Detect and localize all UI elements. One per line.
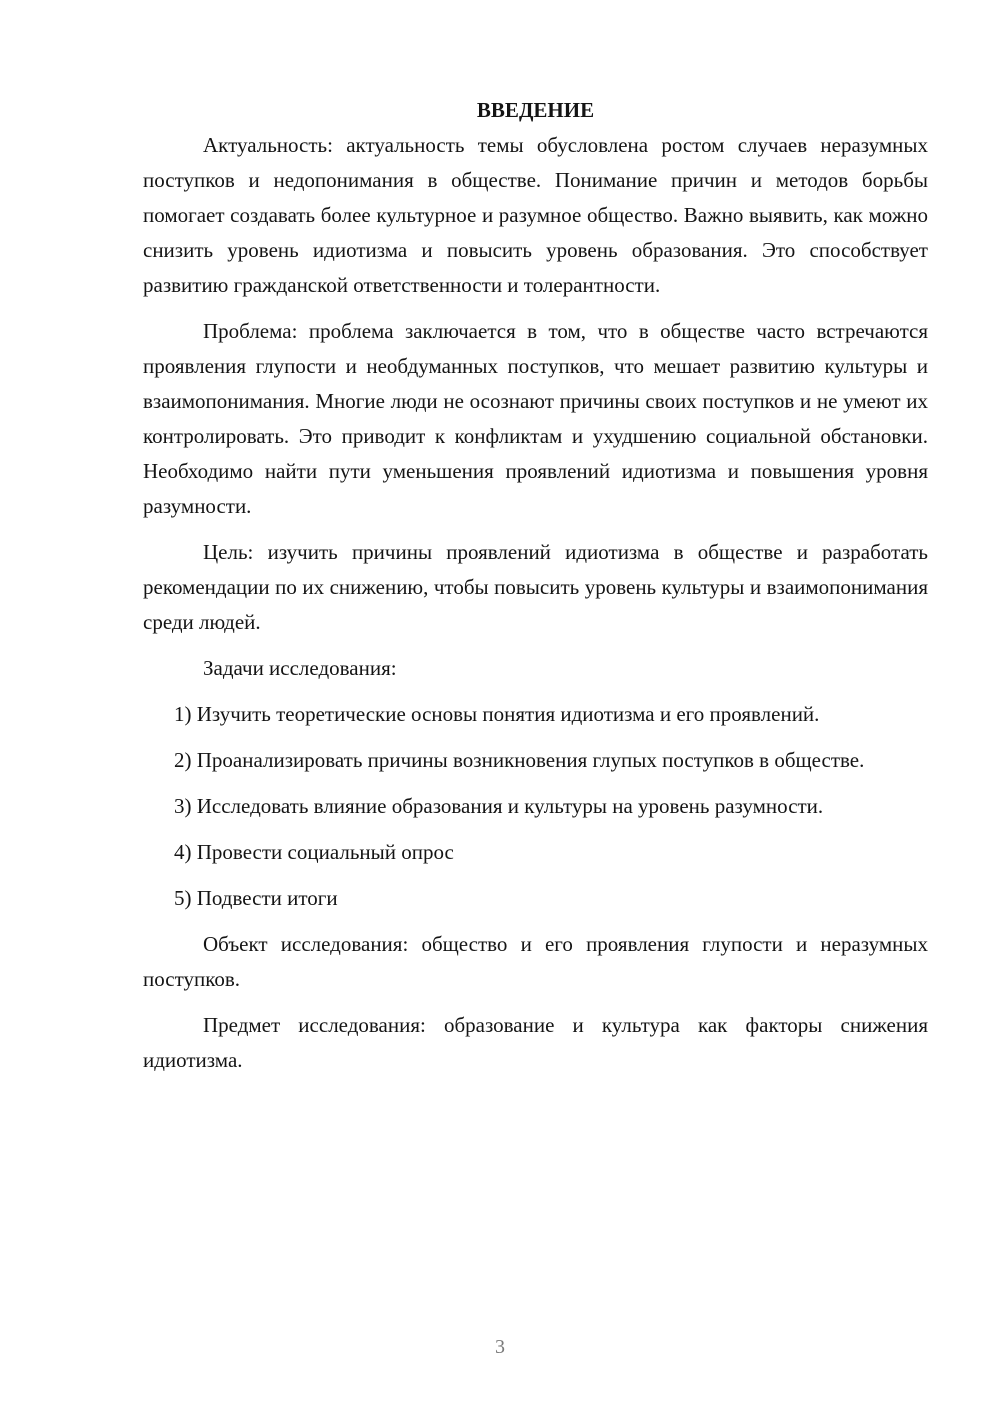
subject-paragraph: Предмет исследования: образование и культура как факторы снижения идиотизма.: [143, 1013, 928, 1072]
task-item-5: 5) Подвести итоги: [174, 886, 338, 910]
task-item-1: 1) Изучить теоретические основы понятия идиотизма и его проявлений.: [174, 702, 820, 726]
task-item-4: 4) Провести социальный опрос: [174, 840, 454, 864]
task-item-3: 3) Исследовать влияние образования и культуры на уровень разумности.: [174, 794, 824, 818]
page-title: ВВЕДЕНИЕ: [476, 98, 595, 122]
page-number: 3: [495, 1336, 505, 1358]
task-item-2: 2) Проанализировать причины возникновения глупых поступков в обществе.: [174, 748, 865, 772]
document-page: [143, 93, 928, 1089]
tasks-title: Задачи исследования:: [203, 656, 397, 680]
object-paragraph: Объект исследования: общество и его проявления глупости и неразумных поступков.: [143, 932, 928, 991]
goal-paragraph: Цель: изучить причины проявлений идиотизма в обществе и разработать рекомендации по их снижению, чтобы повысить уровень культуры и взаимопонимания среди людей.: [143, 540, 928, 634]
problem-paragraph: Проблема: проблема заключается в том, что в обществе часто встречаются проявления глупости и необдуманных поступков, что мешает развитию культуры и взаимопонимания. Многие люди не осознают причины своих поступков и не умеют их контролировать. Это приводит к конфликтам и ухудшению социальной обстановки. Необходимо найти пути уменьшения проявлений идиотизма и повышения уровня разумности.: [143, 319, 928, 518]
relevance-paragraph: Актуальность: актуальность темы обусловлена ростом случаев неразумных поступков и недопонимания в обществе. Понимание причин и методов борьбы помогает создавать более культурное и разумное общество. Важно выявить, как можно снизить уровень идиотизма и повысить уровень образования. Это способствует развитию гражданской ответственности и толерантности.: [143, 133, 928, 297]
